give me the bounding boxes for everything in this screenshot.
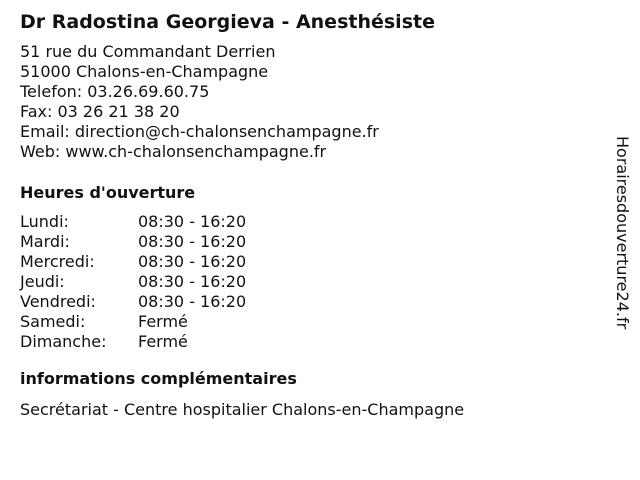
listing-content bbox=[20, 8, 600, 420]
hours-day: Lundi: bbox=[20, 212, 69, 231]
contact-block bbox=[20, 42, 600, 162]
hours-day: Vendredi: bbox=[20, 292, 96, 311]
phone-number: Telefon: 03.26.69.60.75 bbox=[20, 82, 210, 101]
hours-row-thursday bbox=[20, 272, 600, 292]
hours-day: Mardi: bbox=[20, 232, 70, 251]
hours-time: 08:30 - 16:20 bbox=[138, 252, 247, 271]
additional-info-text: Secrétariat - Centre hospitalier Chalons-en-Champagne bbox=[20, 400, 465, 419]
hours-row-saturday bbox=[20, 312, 600, 332]
hours-day: Jeudi: bbox=[20, 272, 65, 291]
hours-row-tuesday bbox=[20, 232, 600, 252]
website: Web: www.ch-chalonsenchampagne.fr bbox=[20, 142, 327, 161]
site-watermark: Horairesdouverture24.fr bbox=[613, 136, 632, 330]
email-address: Email: direction@ch-chalonsenchampagne.fr bbox=[20, 122, 379, 141]
address-city: 51000 Chalons-en-Champagne bbox=[20, 62, 269, 81]
address-street: 51 rue du Commandant Derrien bbox=[20, 42, 276, 61]
hours-row-sunday bbox=[20, 332, 600, 352]
hours-time: 08:30 - 16:20 bbox=[138, 232, 247, 251]
fax-number: Fax: 03 26 21 38 20 bbox=[20, 102, 180, 121]
opening-hours-table bbox=[20, 212, 600, 352]
page-title: Dr Radostina Georgieva - Anesthésiste bbox=[20, 11, 435, 33]
hours-row-monday bbox=[20, 212, 600, 232]
opening-hours-heading: Heures d'ouverture bbox=[20, 183, 196, 202]
hours-time: Fermé bbox=[138, 332, 188, 351]
hours-row-wednesday bbox=[20, 252, 600, 272]
hours-day: Samedi: bbox=[20, 312, 86, 331]
hours-row-friday bbox=[20, 292, 600, 312]
hours-time: Fermé bbox=[138, 312, 188, 331]
hours-time: 08:30 - 16:20 bbox=[138, 272, 247, 291]
additional-info-heading: informations complémentaires bbox=[20, 369, 297, 388]
hours-time: 08:30 - 16:20 bbox=[138, 212, 247, 231]
hours-day: Mercredi: bbox=[20, 252, 95, 271]
hours-day: Dimanche: bbox=[20, 332, 107, 351]
hours-time: 08:30 - 16:20 bbox=[138, 292, 247, 311]
